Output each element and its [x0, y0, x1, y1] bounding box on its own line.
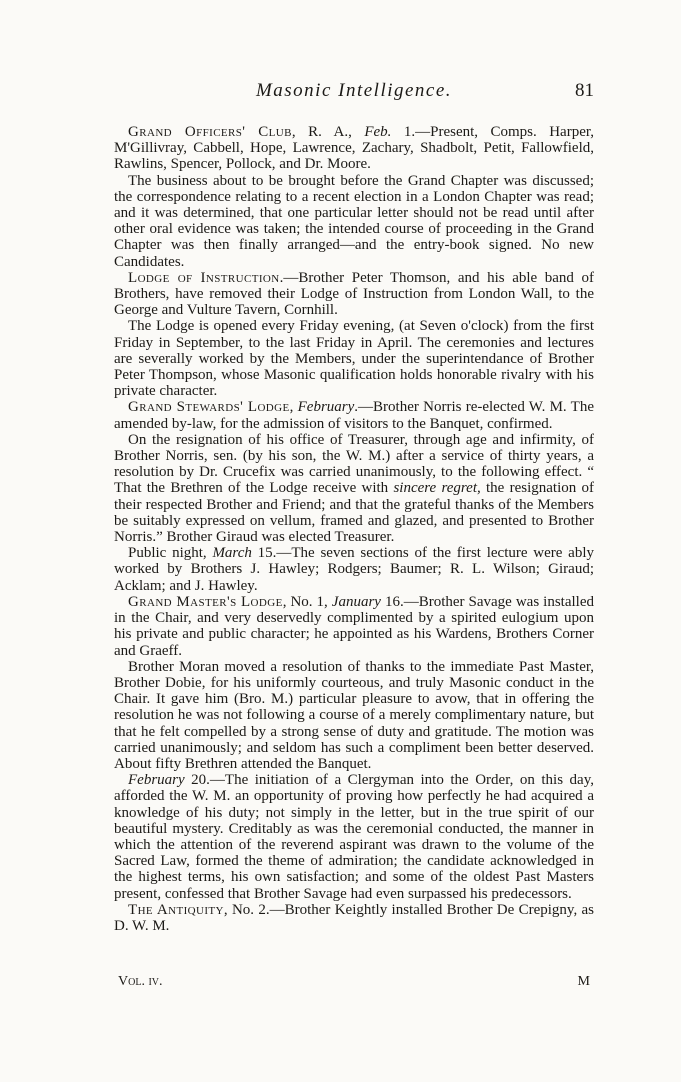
paragraph: February 20.—The initiation of a Clergyman into the Order, on this day, afforded the W. M. an opportunity of proving how perfectly he had acquired a knowledge of his duty; not simply in the letter, but in the true spirit of our beautiful mystery. Creditably as was the ceremonial conducted, the manner in which the attention of the reverend aspirant was drawn to the volume of the Sacred Law, formed the theme of admiration; the candidate acknowledged in the highest terms, his own satisfaction; and some of the oldest Past Masters present, confessed that Brother Savage had even surpassed his predecessors.: [114, 772, 594, 902]
date-text: February: [297, 399, 355, 416]
paragraph: Brother Moran moved a resolution of thanks to the immediate Past Master, Brother Dobie, for his uniformly courteous, and truly Masonic conduct in the Chair. It gave him (Bro. M.) particular pleasure to avow, that in offering the resolution he was not following a course of a merely complimentary nature, but that he felt compelled by a strong sense of duty and gratitude. The motion was carried unanimously; and seldom has such a compliment been better deserved. About fifty Brethren attended the Banquet.: [114, 658, 594, 772]
paragraph-grand-masters-lodge: Grand Master's Lodge, No. 1, January 16.—Brother Savage was installed in the Chair, and very deservedly complimented by a spirited eulogium upon his private and public character; he appointed as his Wardens, Brothers Corner and Graeff.: [114, 593, 594, 659]
paragraph-grand-stewards-lodge: Grand Stewards' Lodge, February.—Brother Norris re-elected W. M. The amended by-law, for the admission of visitors to the Banquet, confirmed.: [114, 399, 594, 432]
running-head: [114, 80, 594, 106]
date-text: March: [212, 545, 252, 562]
date-text: January: [331, 593, 381, 610]
signature-mark: M: [577, 974, 590, 989]
section-heading: Grand Master's Lodge: [128, 593, 283, 610]
emphasis-text: sincere regret,: [393, 480, 481, 497]
body-text: [114, 124, 594, 934]
section-heading: Lodge of Instruction: [128, 269, 280, 286]
paragraph-lodge-of-instruction: Lodge of Instruction.—Brother Peter Thomson, and his able band of Brothers, have removed their Lodge of Instruction from London Wall, to the George and Vulture Tavern, Cornhill.: [114, 269, 594, 319]
page-number: 81: [575, 80, 594, 101]
paragraph-the-antiquity: The Antiquity, No. 2.—Brother Keightly installed Brother De Crepigny, as D. W. M.: [114, 901, 595, 934]
volume-label: Vol. iv.: [118, 974, 163, 989]
section-heading: The Antiquity: [128, 901, 224, 918]
date-text: February: [128, 772, 185, 789]
paragraph-grand-officers-club: Grand Officers' Club, R. A., Feb. 1.—Present, Comps. Harper, M'Gillivray, Cabbell, Hope, Lawrence, Zachary, Shadbolt, Petit, Fallowfield, Rawlins, Spencer, Pollock, and Dr. Moore.: [114, 124, 594, 173]
section-heading: Grand Stewards' Lodge: [128, 399, 290, 416]
paragraph: On the resignation of his office of Treasurer, through age and infirmity, of Brother Norris, sen. (by his son, the W. M.) after a service of thirty years, a resolution by Dr. Crucefix was carried unanimously, to the following effect. “ That the Brethren of the Lodge receive with sincere regret, the resignation of their respected Brother and Friend; and that the grateful thanks of the Members be suitably expressed on vellum, framed and glazed, and presented to Brother Norris.” Brother Giraud was elected Treasurer.: [114, 431, 594, 546]
paragraph: Public night, March 15.—The seven sections of the first lecture were ably worked by Brothers J. Hawley; Rodgers; Baumer; R. L. Wilson; Giraud; Acklam; and J. Hawley.: [114, 545, 594, 594]
page-footer: [118, 974, 594, 992]
paragraph: The Lodge is opened every Friday evening, (at Seven o'clock) from the first Friday in September, to the last Friday in April. The ceremonies and lectures are severally worked by the Members, under the superintendance of Brother Peter Thompson, whose Masonic qualification holds honorable rivalry with his private character.: [114, 318, 594, 400]
page-title: Masonic Intelligence.: [255, 80, 453, 101]
section-heading: Grand Officers' Club: [128, 124, 292, 140]
paragraph: The business about to be brought before the Grand Chapter was discussed; the correspondence relating to a recent election in a London Chapter was read; and it was determined, that one particular letter should not be read until after other oral evidence was taken; the intended course of proceeding in the Grand Chapter was then finally arranged—and the entry-book signed. No new Candidates.: [114, 172, 594, 270]
date-text: Feb.: [364, 124, 392, 140]
